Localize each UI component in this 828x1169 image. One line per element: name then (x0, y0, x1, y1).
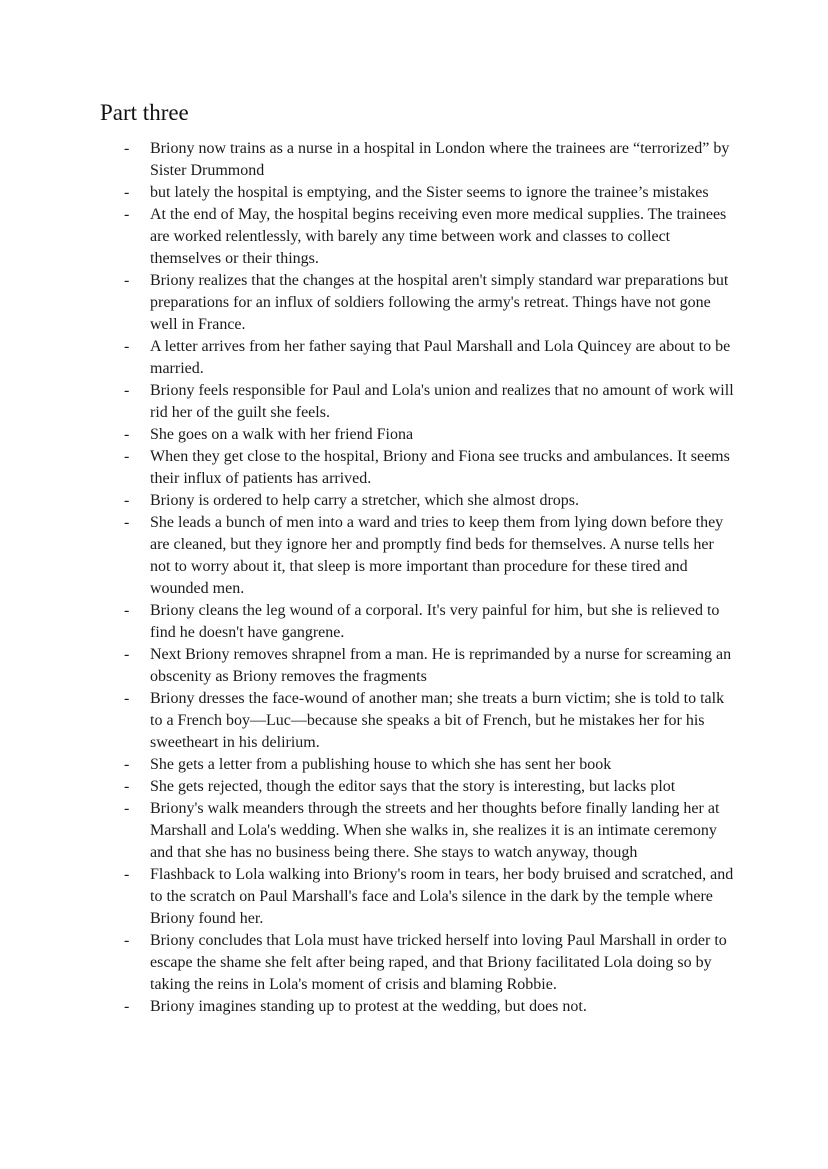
bullet-dash: - (124, 206, 130, 223)
bullet-item (0, 930, 828, 996)
bullet-text: She gets a letter from a publishing house to which she has sent her book (150, 756, 612, 773)
bullet-item (0, 380, 828, 424)
bullet-dash: - (124, 866, 130, 883)
bullet-text: A letter arrives from her father saying that Paul Marshall and Lola Quincey are about to be married. (150, 338, 731, 377)
bullet-text: Briony feels responsible for Paul and Lola's union and realizes that no amount of work will rid her of the guilt she feels. (150, 382, 734, 421)
bullet-text: Briony's walk meanders through the streets and her thoughts before finally landing her at Marshall and Lola's wedding. When she walks in, she realizes it is an intimate ceremony and that she has no business being there. She stays to watch anyway, though (150, 800, 720, 861)
bullet-text: Briony dresses the face-wound of another man; she treats a burn victim; she is told to talk to a French boy—Luc—because she speaks a bit of French, but he mistakes her for his sweetheart in his delirium. (150, 690, 725, 751)
bullet-dash: - (124, 184, 130, 201)
bullet-dash: - (124, 756, 130, 773)
bullet-text: Flashback to Lola walking into Briony's room in tears, her body bruised and scratched, and to the scratch on Paul Marshall's face and Lola's silence in the dark by the temple where Briony found her. (150, 866, 734, 927)
bullet-item (0, 754, 828, 776)
bullet-dash: - (124, 492, 130, 509)
bullet-dash: - (124, 140, 130, 157)
bullet-item (0, 688, 828, 754)
bullet-item (0, 204, 828, 270)
bullet-item (0, 512, 828, 600)
bullet-text: Briony concludes that Lola must have tricked herself into loving Paul Marshall in order to escape the shame she felt after being raped, and that Briony facilitated Lola doing so by taking the reins in Lola's moment of crisis and blaming Robbie. (150, 932, 727, 993)
bullet-dash: - (124, 338, 130, 355)
bullet-text: She goes on a walk with her friend Fiona (150, 426, 414, 443)
bullet-text: At the end of May, the hospital begins receiving even more medical supplies. The trainees are worked relentlessly, with barely any time between work and classes to collect themselves or their things. (150, 206, 727, 267)
bullet-item (0, 446, 828, 490)
bullet-text: but lately the hospital is emptying, and the Sister seems to ignore the trainee’s mistakes (150, 184, 709, 201)
bullet-item (0, 138, 828, 182)
section-heading: Part three (100, 100, 189, 125)
bullet-dash: - (124, 778, 130, 795)
bullet-text: She leads a bunch of men into a ward and tries to keep them from lying down before they are cleaned, but they ignore her and promptly find beds for themselves. A nurse tells her not to worry about it, that sleep is more important than procedure for these tired and wounded men. (150, 514, 724, 597)
bullet-text: When they get close to the hospital, Briony and Fiona see trucks and ambulances. It seems their influx of patients has arrived. (150, 448, 730, 487)
bullet-item (0, 776, 828, 798)
bullet-dash: - (124, 382, 130, 399)
bullet-dash: - (124, 932, 130, 949)
bullet-text: Briony is ordered to help carry a stretcher, which she almost drops. (150, 492, 580, 509)
bullet-dash: - (124, 690, 130, 707)
bullet-dash: - (124, 800, 130, 817)
bullet-dash: - (124, 514, 130, 531)
bullet-item (0, 424, 828, 446)
bullet-item (0, 490, 828, 512)
bullet-dash: - (124, 426, 130, 443)
bullet-text: Briony cleans the leg wound of a corporal. It's very painful for him, but she is relieved to find he doesn't have gangrene. (150, 602, 720, 641)
bullet-item (0, 996, 828, 1018)
bullet-text: Next Briony removes shrapnel from a man. He is reprimanded by a nurse for screaming an obscenity as Briony removes the fragments (150, 646, 732, 685)
bullet-item (0, 270, 828, 336)
summary-bullet-list (0, 138, 828, 1018)
bullet-text: Briony now trains as a nurse in a hospital in London where the trainees are “terrorized” by Sister Drummond (150, 140, 730, 179)
bullet-text: She gets rejected, though the editor says that the story is interesting, but lacks plot (150, 778, 676, 795)
bullet-text: Briony realizes that the changes at the hospital aren't simply standard war preparations but preparations for an influx of soldiers following the army's retreat. Things have not gone well in France. (150, 272, 729, 333)
bullet-dash: - (124, 448, 130, 465)
bullet-item (0, 336, 828, 380)
bullet-item (0, 864, 828, 930)
bullet-item (0, 644, 828, 688)
bullet-dash: - (124, 646, 130, 663)
bullet-item (0, 182, 828, 204)
bullet-dash: - (124, 998, 130, 1015)
bullet-text: Briony imagines standing up to protest at the wedding, but does not. (150, 998, 587, 1015)
bullet-dash: - (124, 602, 130, 619)
bullet-item (0, 798, 828, 864)
bullet-dash: - (124, 272, 130, 289)
bullet-item (0, 600, 828, 644)
